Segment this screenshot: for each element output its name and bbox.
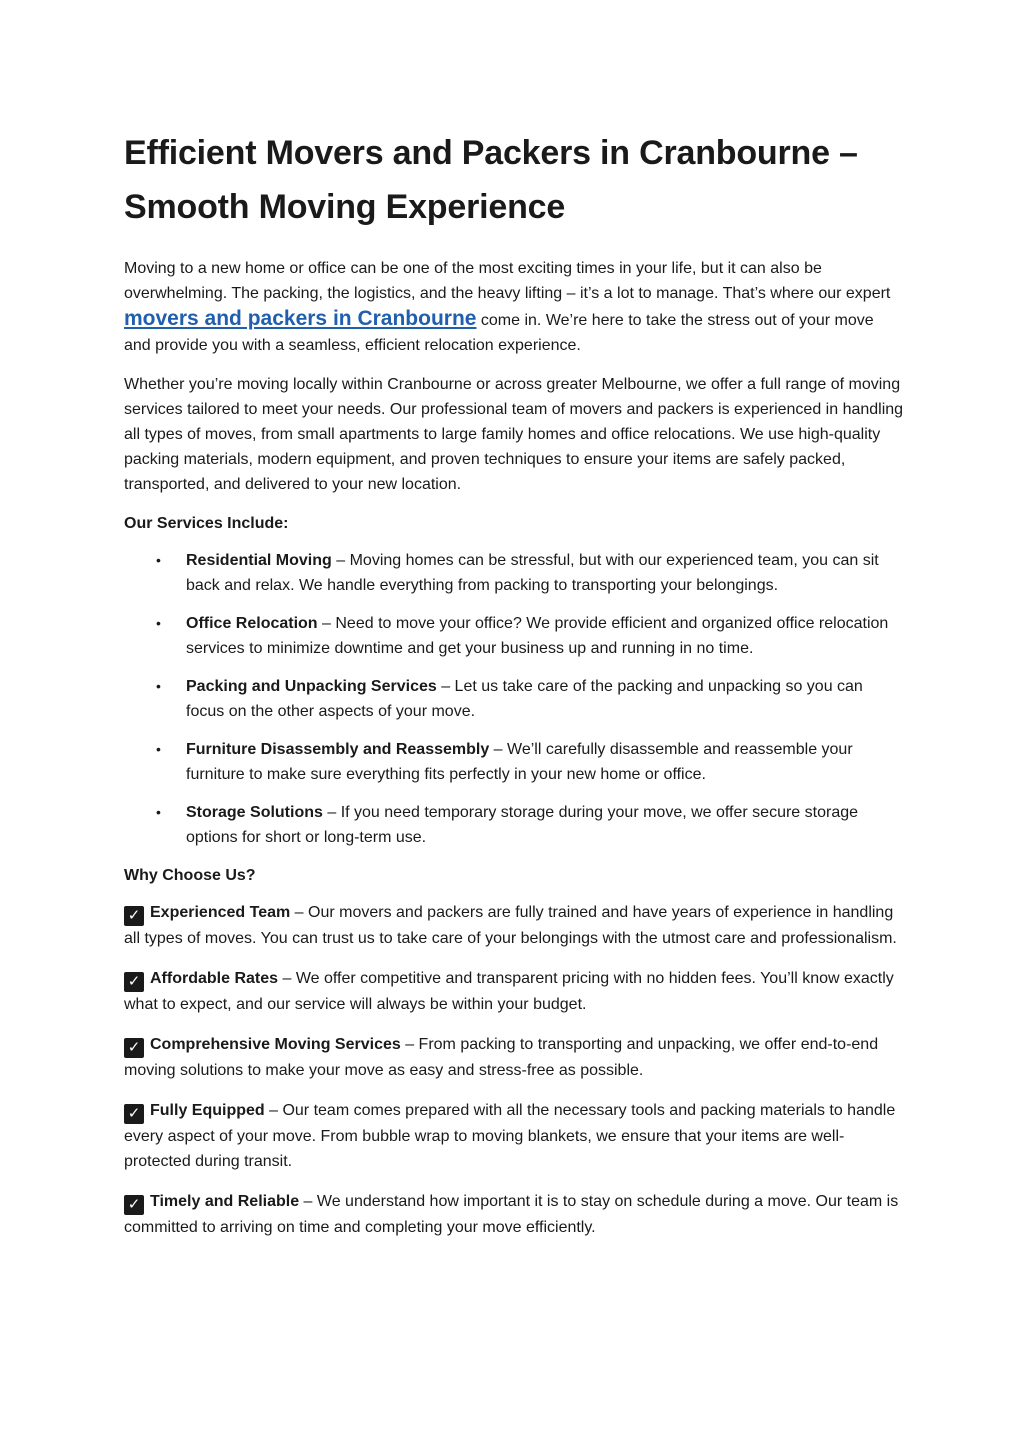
page-title: Efficient Movers and Packers in Cranbourne – Smooth Moving Experience	[124, 134, 858, 226]
why-item-timely-reliable	[124, 1189, 904, 1240]
check-mark-icon: ✓	[124, 972, 144, 992]
why-item-fully-equipped	[124, 1098, 904, 1174]
why-text: – From packing to transporting and unpacking, we offer end-to-end moving solutions to make your move as easy and stress-free as possible.	[124, 1036, 879, 1079]
bullet-icon: •	[156, 615, 161, 631]
check-mark-icon: ✓	[124, 1038, 144, 1058]
why-title: Comprehensive Moving Services	[150, 1036, 401, 1053]
check-mark-icon: ✓	[124, 1104, 144, 1124]
service-title: Residential Moving	[186, 552, 332, 569]
check-mark-icon: ✓	[124, 1195, 144, 1215]
check-mark-icon: ✓	[124, 906, 144, 926]
why-title: Affordable Rates	[150, 970, 279, 987]
service-text: – Moving homes can be stressful, but with our experienced team, you can sit back and relax. We handle everything from packing to transporting your belongings.	[186, 552, 879, 594]
why-heading: Why Choose Us?	[124, 867, 256, 884]
intro-text-after: come in. We’re here to take the stress out of your move and provide you with a seamless, efficient relocation experience.	[124, 312, 874, 354]
why-text: – We offer competitive and transparent pricing with no hidden fees. You’ll know exactly what to expect, and our service will always be within your budget.	[124, 970, 894, 1013]
why-item-affordable-rates	[124, 966, 904, 1017]
movers-packers-link[interactable]: movers and packers in Cranbourne	[124, 307, 477, 330]
bullet-icon: •	[156, 678, 161, 694]
document-page	[124, 126, 904, 1255]
service-text: – If you need temporary storage during your move, we offer secure storage options for short or long-term use.	[186, 804, 859, 846]
intro-paragraph	[124, 256, 904, 358]
list-item-office-relocation	[156, 611, 904, 661]
service-title: Packing and Unpacking Services	[186, 678, 437, 695]
service-text: – Let us take care of the packing and unpacking so you can focus on the other aspects of your move.	[186, 678, 863, 720]
list-item-storage-solutions	[156, 800, 904, 850]
bullet-icon: •	[156, 804, 161, 820]
list-item-furniture-disassembly	[156, 737, 904, 787]
why-item-comprehensive-services	[124, 1032, 904, 1083]
service-title: Office Relocation	[186, 615, 318, 632]
service-text: – We’ll carefully disassemble and reassemble your furniture to make sure everything fits perfectly in your new home or office.	[186, 741, 853, 783]
services-heading: Our Services Include:	[124, 515, 289, 532]
why-title: Fully Equipped	[150, 1102, 265, 1119]
bullet-icon: •	[156, 552, 161, 568]
service-title: Furniture Disassembly and Reassembly	[186, 741, 490, 758]
bullet-icon: •	[156, 741, 161, 757]
services-list	[124, 548, 904, 850]
service-text: – Need to move your office? We provide efficient and organized office relocation services to minimize downtime and get your business up and running in no time.	[186, 615, 889, 657]
list-item-packing-unpacking	[156, 674, 904, 724]
why-title: Experienced Team	[150, 904, 291, 921]
why-item-experienced-team	[124, 900, 904, 951]
why-text: – Our movers and packers are fully trained and have years of experience in handling all types of moves. You can trust us to take care of your belongings with the utmost care and professionalism.	[124, 904, 897, 947]
why-text: – We understand how important it is to stay on schedule during a move. Our team is committed to arriving on time and completing your move efficiently.	[124, 1193, 899, 1236]
service-title: Storage Solutions	[186, 804, 323, 821]
list-item-residential-moving	[156, 548, 904, 598]
intro-text-before: Moving to a new home or office can be one of the most exciting times in your life, but it can also be overwhelming. The packing, the logistics, and the heavy lifting – it’s a lot to manage. That’s where our expert	[124, 260, 891, 302]
services-overview-paragraph: Whether you’re moving locally within Cranbourne or across greater Melbourne, we offer a full range of moving services tailored to meet your needs. Our professional team of movers and packers is experienced in handling all types of moves, from small apartments to large family homes and office relocations. We use high-quality packing materials, modern equipment, and proven techniques to ensure your items are safely packed, transported, and delivered to your new location.	[124, 376, 904, 493]
why-text: – Our team comes prepared with all the necessary tools and packing materials to handle every aspect of your move. From bubble wrap to moving blankets, we ensure that your items are well-protected during transit.	[124, 1102, 896, 1170]
why-title: Timely and Reliable	[150, 1193, 300, 1210]
